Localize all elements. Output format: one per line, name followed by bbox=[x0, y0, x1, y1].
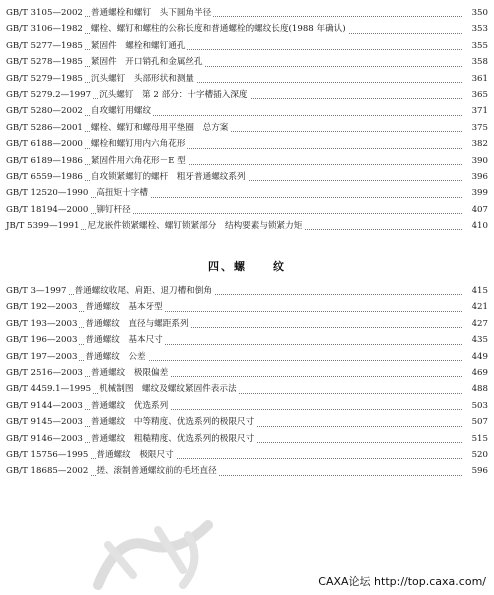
toc-list-fasteners bbox=[6, 5, 488, 234]
toc-entry bbox=[6, 365, 488, 381]
page-number: 361 bbox=[462, 71, 488, 87]
toc-entry bbox=[6, 431, 488, 447]
page-number: 371 bbox=[462, 103, 488, 119]
standard-number: GB/T 9146—2003 bbox=[6, 431, 85, 447]
page-number: 407 bbox=[462, 202, 488, 218]
entry-title: 普通螺纹 中等精度、优选系列的极限尺寸 bbox=[91, 414, 256, 430]
entry-title: 紧固件 螺栓和螺钉通孔 bbox=[91, 38, 188, 54]
standard-number: GB/T 3106—1982 bbox=[6, 21, 85, 37]
standard-number: GB/T 3—1997 bbox=[6, 283, 68, 299]
entry-title: 自攻锁紧螺钉的螺杆 粗牙普通螺纹系列 bbox=[91, 169, 248, 185]
standard-number: GB/T 192—2003 bbox=[6, 299, 79, 315]
page-number: 410 bbox=[462, 218, 488, 234]
entry-title: 搓、滚制普通螺纹前的毛坯直径 bbox=[96, 463, 218, 479]
toc-entry bbox=[6, 120, 488, 136]
standard-number: GB/T 15756—1995 bbox=[6, 447, 90, 463]
page-number: 375 bbox=[462, 120, 488, 136]
toc-entry bbox=[6, 169, 488, 185]
entry-title: 机械制图 螺纹及螺纹紧固件表示法 bbox=[99, 381, 239, 397]
entry-title: 沉头螺钉 第 2 部分：十字槽插入深度 bbox=[99, 87, 249, 103]
standard-number: GB/T 5280—2002 bbox=[6, 103, 85, 119]
page-number: 515 bbox=[462, 431, 488, 447]
entry-title: 普通螺纹 基本牙型 bbox=[85, 299, 164, 315]
toc-entry bbox=[6, 218, 488, 234]
standard-number: GB/T 5279.2—1997 bbox=[6, 87, 93, 103]
entry-title: 普通螺纹 粗糙精度、优选系列的极限尺寸 bbox=[91, 431, 256, 447]
entry-title: 普通螺纹 公差 bbox=[85, 349, 147, 365]
toc-entry bbox=[6, 349, 488, 365]
standard-number: GB/T 5278—1985 bbox=[6, 54, 85, 70]
standard-number: GB/T 12520—1990 bbox=[6, 185, 90, 201]
page-number: 365 bbox=[462, 87, 488, 103]
standard-number: GB/T 9144—2003 bbox=[6, 398, 85, 414]
page-number: 503 bbox=[462, 398, 488, 414]
entry-title: 紧固件 开口销孔和金属丝孔 bbox=[91, 54, 205, 70]
toc-entry bbox=[6, 103, 488, 119]
toc-entry bbox=[6, 136, 488, 152]
page-number: 488 bbox=[462, 381, 488, 397]
page-number: 390 bbox=[462, 153, 488, 169]
page-number: 435 bbox=[462, 332, 488, 348]
toc-list-threads bbox=[6, 283, 488, 480]
toc-entry bbox=[6, 332, 488, 348]
standard-number: GB/T 9145—2003 bbox=[6, 414, 85, 430]
toc-entry bbox=[6, 414, 488, 430]
entry-title: 普通螺纹收尾、肩距、退刀槽和倒角 bbox=[74, 283, 214, 299]
page-number: 520 bbox=[462, 447, 488, 463]
footer-watermark-text: CAXA论坛 http://top.caxa.com/ bbox=[318, 575, 486, 588]
standard-number: JB/T 5399—1991 bbox=[6, 218, 81, 234]
standard-number: GB/T 6188—2000 bbox=[6, 136, 85, 152]
page-number: 396 bbox=[462, 169, 488, 185]
page-number: 449 bbox=[462, 349, 488, 365]
toc-entry bbox=[6, 54, 488, 70]
page-number: 421 bbox=[462, 299, 488, 315]
standard-number: GB/T 196—2003 bbox=[6, 332, 79, 348]
entry-title: 尼龙嵌件锁紧螺栓、螺钉锁紧部分 结构要素与锁紧力矩 bbox=[87, 218, 304, 234]
standard-number: GB/T 18685—2002 bbox=[6, 463, 90, 479]
entry-title: 普通螺纹 优选系列 bbox=[91, 398, 170, 414]
standard-number: GB/T 2516—2003 bbox=[6, 365, 85, 381]
toc-entry bbox=[6, 87, 488, 103]
standard-number: GB/T 193—2003 bbox=[6, 316, 79, 332]
entry-title: 普通螺栓和螺钉 头下圆角半径 bbox=[91, 5, 213, 21]
toc-entry bbox=[6, 5, 488, 21]
standard-number: GB/T 5286—2001 bbox=[6, 120, 85, 136]
entry-title: 普通螺纹 直径与螺距系列 bbox=[85, 316, 190, 332]
page-number: 399 bbox=[462, 185, 488, 201]
toc-entry bbox=[6, 381, 488, 397]
standard-number: GB/T 6189—1986 bbox=[6, 153, 85, 169]
entry-title: 普通螺纹 极限偏差 bbox=[91, 365, 170, 381]
toc-entry bbox=[6, 463, 488, 479]
entry-title: 螺栓和螺钉用内六角花形 bbox=[91, 136, 188, 152]
entry-title: 普通螺纹 极限尺寸 bbox=[96, 447, 175, 463]
page-number: 596 bbox=[462, 463, 488, 479]
section-heading-threads: 四、螺 纹 bbox=[208, 260, 286, 273]
entry-title: 沉头螺钉 头部形状和测量 bbox=[91, 71, 196, 87]
page-number: 358 bbox=[462, 54, 488, 70]
page-number: 469 bbox=[462, 365, 488, 381]
standard-number: GB/T 5279—1985 bbox=[6, 71, 85, 87]
toc-entry bbox=[6, 153, 488, 169]
standard-number: GB/T 197—2003 bbox=[6, 349, 79, 365]
toc-entry bbox=[6, 202, 488, 218]
page-number: 507 bbox=[462, 414, 488, 430]
page-number: 427 bbox=[462, 316, 488, 332]
toc-entry bbox=[6, 398, 488, 414]
entry-title: 普通螺纹 基本尺寸 bbox=[85, 332, 164, 348]
page-number: 415 bbox=[462, 283, 488, 299]
standard-number: GB/T 6559—1986 bbox=[6, 169, 85, 185]
toc-entry bbox=[6, 38, 488, 54]
page-number: 382 bbox=[462, 136, 488, 152]
toc-entry bbox=[6, 71, 488, 87]
toc-entry bbox=[6, 283, 488, 299]
entry-title: 自攻螺钉用螺纹 bbox=[91, 103, 153, 119]
toc-entry bbox=[6, 185, 488, 201]
seal-watermark-icon bbox=[88, 515, 218, 595]
entry-title: 螺栓、螺钉和螺柱的公称长度和普通螺栓的螺纹长度(1988 年确认) bbox=[91, 21, 348, 37]
toc-entry bbox=[6, 316, 488, 332]
entry-title: 紧固件用六角花形－E 型 bbox=[91, 153, 188, 169]
standard-number: GB/T 4459.1—1995 bbox=[6, 381, 93, 397]
toc-entry bbox=[6, 21, 488, 37]
standard-number: GB/T 3105—2002 bbox=[6, 5, 85, 21]
standard-number: GB/T 5277—1985 bbox=[6, 38, 85, 54]
page-number: 355 bbox=[462, 38, 488, 54]
standard-number: GB/T 18194—2000 bbox=[6, 202, 90, 218]
entry-title: 铆钉杆径 bbox=[96, 202, 132, 218]
toc-entry bbox=[6, 447, 488, 463]
entry-title: 螺栓、螺钉和螺母用平垫圈 总方案 bbox=[91, 120, 231, 136]
entry-title: 高扭矩十字槽 bbox=[96, 185, 150, 201]
page-number: 353 bbox=[462, 21, 488, 37]
page-number: 350 bbox=[462, 5, 488, 21]
toc-entry bbox=[6, 299, 488, 315]
